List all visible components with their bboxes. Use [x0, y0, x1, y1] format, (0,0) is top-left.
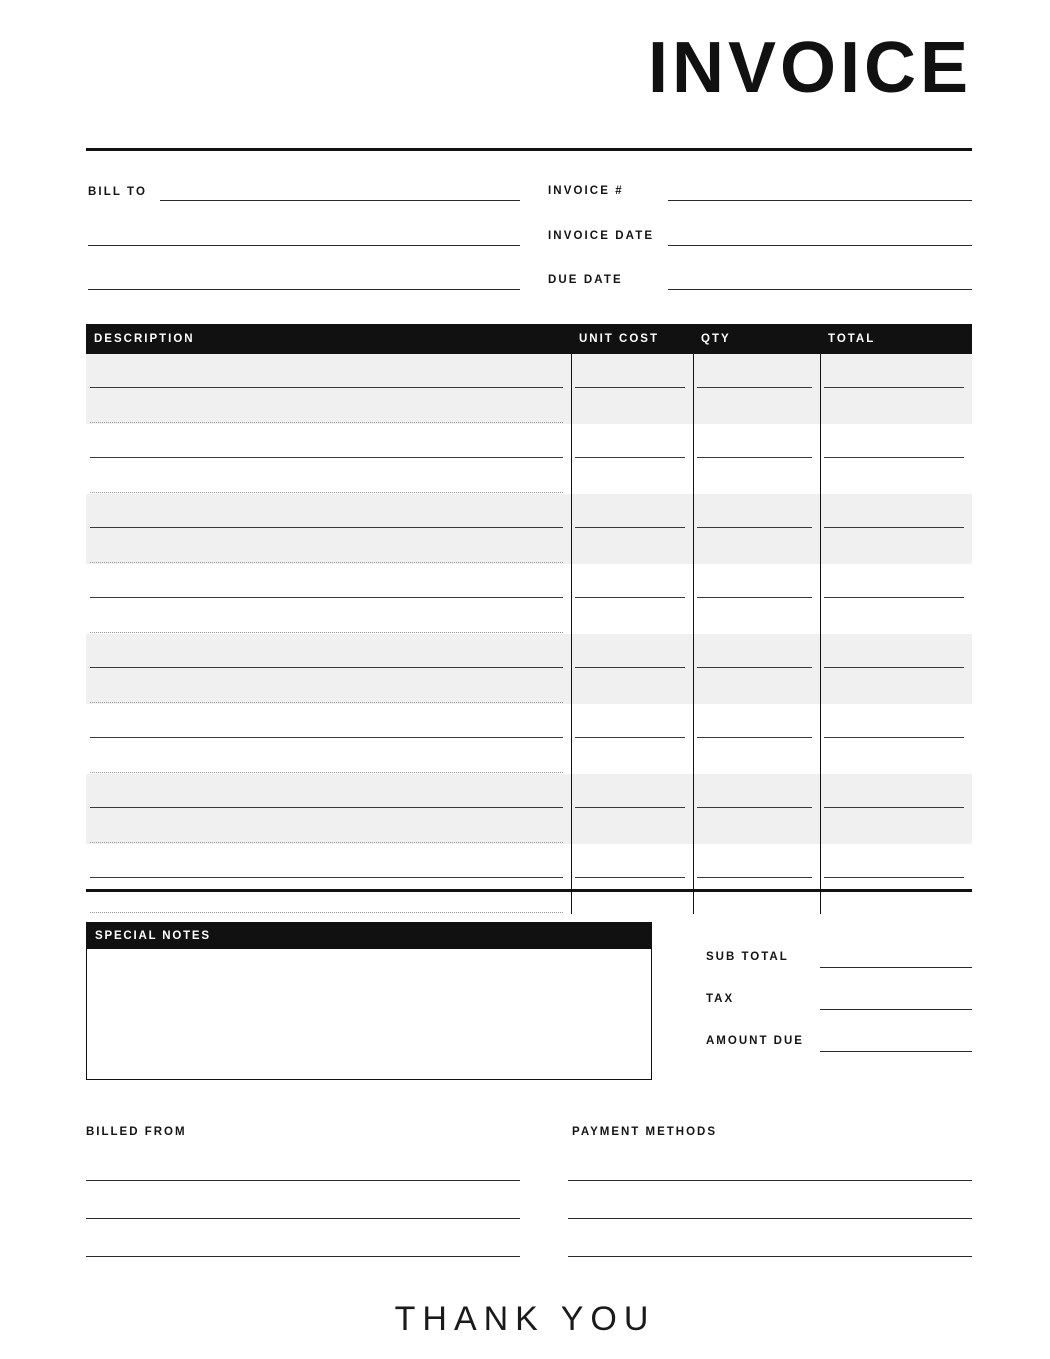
- write-line: [90, 807, 563, 808]
- tax-label: TAX: [706, 993, 735, 1005]
- write-line: [824, 387, 964, 388]
- table-row[interactable]: [86, 774, 972, 844]
- write-line: [697, 737, 812, 738]
- cell-description[interactable]: [86, 774, 571, 844]
- write-line: [824, 737, 964, 738]
- items-table-header: [86, 324, 972, 354]
- bill-to-field-line-3[interactable]: [88, 289, 520, 290]
- table-row[interactable]: [86, 844, 972, 914]
- items-table: [86, 324, 972, 914]
- payment-methods-label: PAYMENT METHODS: [572, 1126, 718, 1138]
- write-line-dotted: [90, 702, 563, 703]
- thank-you-note: THANK YOU: [394, 1300, 656, 1338]
- billed-from-field-line-2[interactable]: [86, 1218, 520, 1219]
- bill-to-label: BILL TO: [88, 186, 147, 198]
- special-notes-header: [87, 923, 651, 949]
- table-row[interactable]: [86, 424, 972, 494]
- payment-methods-field-line-3[interactable]: [568, 1256, 972, 1257]
- special-notes-label: SPECIAL NOTES: [95, 930, 211, 942]
- cell-total[interactable]: [820, 704, 972, 774]
- column-header-description: DESCRIPTION: [94, 333, 195, 345]
- invoice-date-field[interactable]: [668, 245, 972, 246]
- items-table-bottom-divider: [86, 889, 972, 892]
- write-line: [575, 667, 685, 668]
- write-line: [697, 527, 812, 528]
- cell-unit-cost[interactable]: [571, 424, 693, 494]
- write-line-dotted: [90, 562, 563, 563]
- cell-qty[interactable]: [693, 704, 820, 774]
- write-line-dotted: [90, 422, 563, 423]
- table-row[interactable]: [86, 354, 972, 424]
- invoice-number-field[interactable]: [668, 200, 972, 201]
- cell-unit-cost[interactable]: [571, 704, 693, 774]
- page-title: INVOICE: [647, 28, 972, 108]
- write-line: [824, 597, 964, 598]
- cell-description[interactable]: [86, 494, 571, 564]
- cell-qty[interactable]: [693, 634, 820, 704]
- cell-unit-cost[interactable]: [571, 564, 693, 634]
- write-line: [90, 527, 563, 528]
- table-row[interactable]: [86, 704, 972, 774]
- write-line-dotted: [90, 772, 563, 773]
- cell-total[interactable]: [820, 844, 972, 914]
- items-table-body: [86, 354, 972, 914]
- cell-description[interactable]: [86, 564, 571, 634]
- write-line: [90, 597, 563, 598]
- cell-qty[interactable]: [693, 564, 820, 634]
- write-line: [697, 877, 812, 878]
- cell-description[interactable]: [86, 704, 571, 774]
- cell-description[interactable]: [86, 844, 571, 914]
- column-separator-2: [693, 354, 694, 914]
- write-line-dotted: [90, 492, 563, 493]
- special-notes-input[interactable]: [87, 949, 651, 1077]
- cell-total[interactable]: [820, 774, 972, 844]
- write-line: [697, 457, 812, 458]
- table-row[interactable]: [86, 494, 972, 564]
- column-header-qty: QTY: [701, 333, 731, 345]
- bill-to-field-line-1[interactable]: [160, 200, 520, 201]
- due-date-label: DUE DATE: [548, 274, 623, 286]
- write-line: [824, 667, 964, 668]
- billed-from-field-line-1[interactable]: [86, 1180, 520, 1181]
- cell-qty[interactable]: [693, 844, 820, 914]
- write-line: [697, 667, 812, 668]
- tax-field[interactable]: [820, 1009, 972, 1010]
- cell-description[interactable]: [86, 424, 571, 494]
- table-row[interactable]: [86, 564, 972, 634]
- billed-from-field-line-3[interactable]: [86, 1256, 520, 1257]
- invoice-date-label: INVOICE DATE: [548, 230, 655, 242]
- amount-due-label: AMOUNT DUE: [706, 1035, 804, 1047]
- write-line: [575, 807, 685, 808]
- column-separator-1: [571, 354, 572, 914]
- cell-total[interactable]: [820, 634, 972, 704]
- write-line: [90, 387, 563, 388]
- write-line-dotted: [90, 632, 563, 633]
- write-line: [824, 527, 964, 528]
- invoice-number-label: INVOICE #: [548, 185, 624, 197]
- column-header-total: TOTAL: [828, 333, 876, 345]
- column-header-unit-cost: UNIT COST: [579, 333, 659, 345]
- column-separator-3: [820, 354, 821, 914]
- write-line: [575, 877, 685, 878]
- write-line: [575, 737, 685, 738]
- write-line: [575, 597, 685, 598]
- sub-total-label: SUB TOTAL: [706, 951, 789, 963]
- write-line-dotted: [90, 842, 563, 843]
- write-line: [824, 807, 964, 808]
- table-row[interactable]: [86, 634, 972, 704]
- write-line: [575, 457, 685, 458]
- title-divider: [86, 148, 972, 151]
- cell-qty[interactable]: [693, 774, 820, 844]
- write-line: [697, 387, 812, 388]
- cell-unit-cost[interactable]: [571, 494, 693, 564]
- cell-total[interactable]: [820, 354, 972, 424]
- cell-qty[interactable]: [693, 354, 820, 424]
- payment-methods-field-line-2[interactable]: [568, 1218, 972, 1219]
- write-line: [90, 457, 563, 458]
- cell-unit-cost[interactable]: [571, 354, 693, 424]
- cell-total[interactable]: [820, 564, 972, 634]
- special-notes-box: [86, 922, 652, 1080]
- due-date-field[interactable]: [668, 289, 972, 290]
- cell-description[interactable]: [86, 634, 571, 704]
- cell-unit-cost[interactable]: [571, 774, 693, 844]
- write-line-dotted: [90, 912, 563, 913]
- billed-from-label: BILLED FROM: [86, 1126, 187, 1138]
- write-line: [90, 667, 563, 668]
- cell-total[interactable]: [820, 494, 972, 564]
- payment-methods-field-line-1[interactable]: [568, 1180, 972, 1181]
- write-line: [575, 387, 685, 388]
- cell-description[interactable]: [86, 354, 571, 424]
- cell-total[interactable]: [820, 424, 972, 494]
- cell-unit-cost[interactable]: [571, 634, 693, 704]
- write-line: [90, 877, 563, 878]
- write-line: [824, 877, 964, 878]
- cell-unit-cost[interactable]: [571, 844, 693, 914]
- write-line: [824, 457, 964, 458]
- write-line: [697, 597, 812, 598]
- bill-to-field-line-2[interactable]: [88, 245, 520, 246]
- amount-due-field[interactable]: [820, 1051, 972, 1052]
- sub-total-field[interactable]: [820, 967, 972, 968]
- write-line: [90, 737, 563, 738]
- cell-qty[interactable]: [693, 494, 820, 564]
- write-line: [575, 527, 685, 528]
- cell-qty[interactable]: [693, 424, 820, 494]
- write-line: [697, 807, 812, 808]
